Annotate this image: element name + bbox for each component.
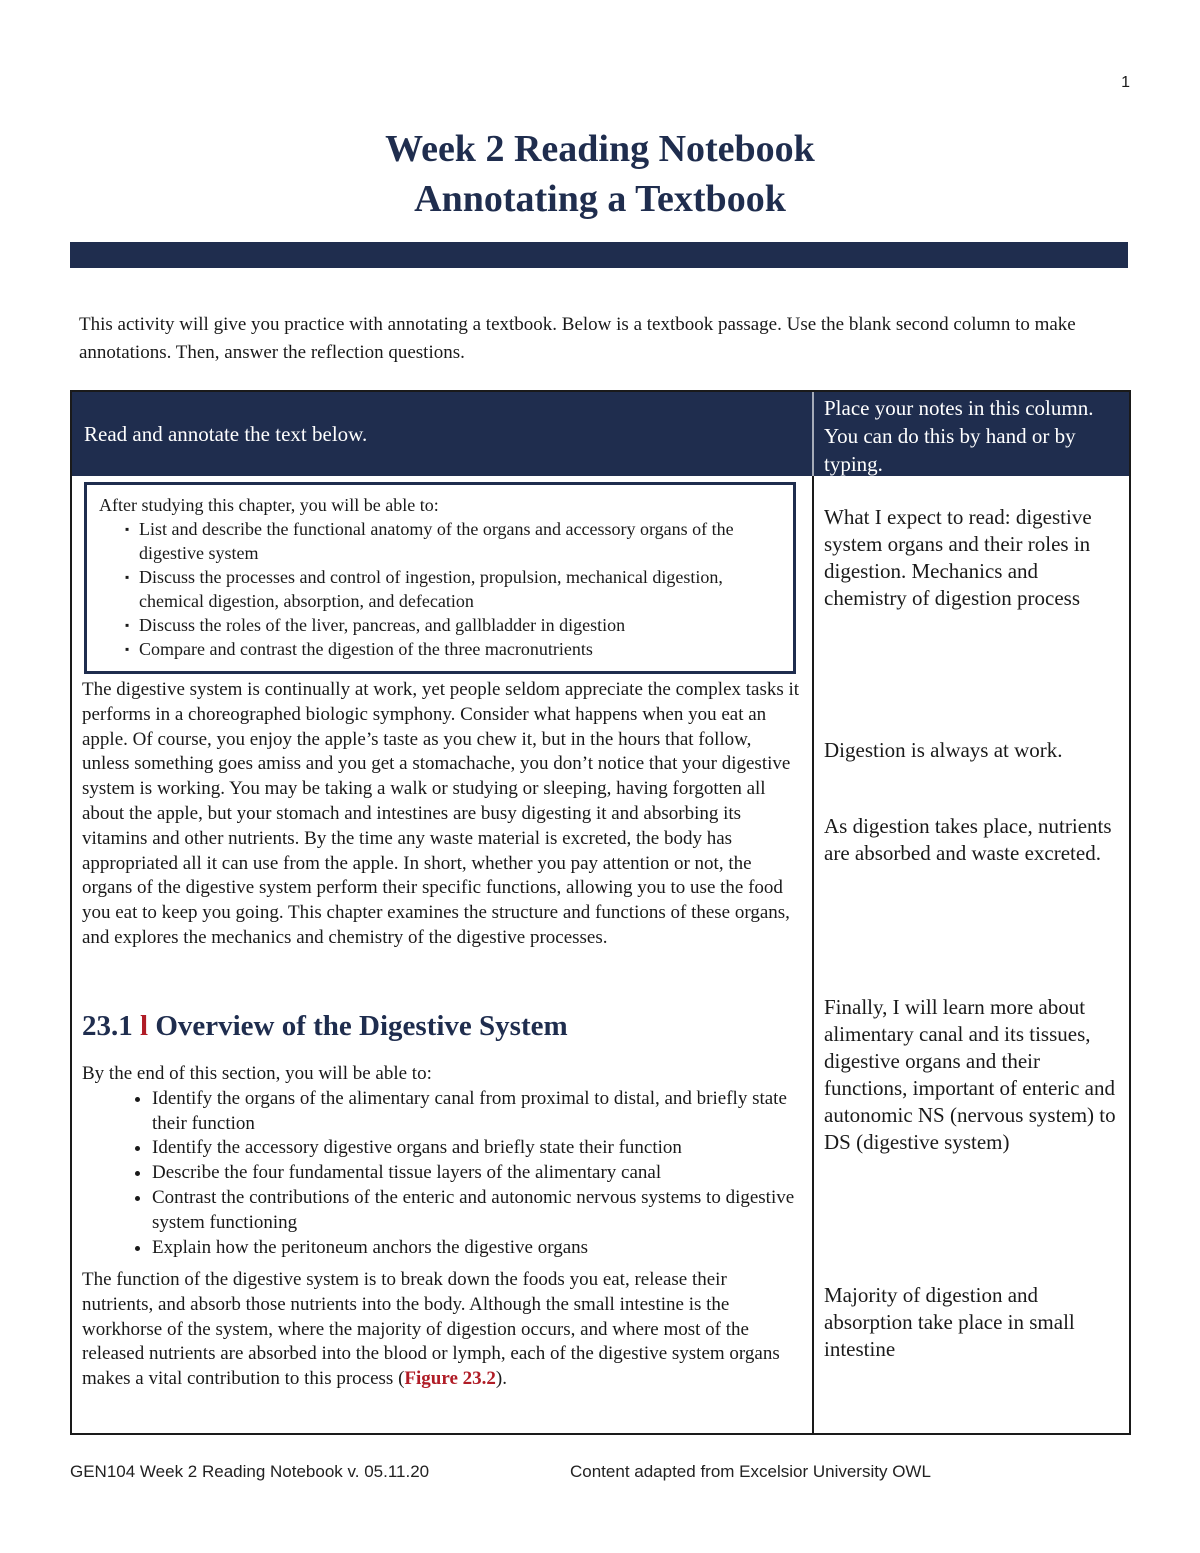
figure-reference-link[interactable]: Figure 23.2 — [404, 1368, 496, 1390]
footer-left: GEN104 Week 2 Reading Notebook v. 05.11.20 — [70, 1462, 430, 1481]
objective-item: ▪ Compare and contrast the digestion of the three macronutrients — [139, 637, 781, 661]
section-number: 23.1 — [82, 1010, 133, 1042]
annotation-note: As digestion takes place, nutrients are absorbed and waste excreted. — [824, 814, 1112, 865]
section-separator: l — [140, 1010, 149, 1042]
title-line-1: Week 2 Reading Notebook — [385, 128, 815, 170]
column-divider — [812, 392, 814, 1433]
annotation-note: What I expect to read: digestive system organs and their roles in digestion. Mechanics and chemistry of digestion process — [824, 505, 1092, 610]
section-objective-item: • Describe the four fundamental tissue layers of the alimentary canal — [152, 1161, 802, 1186]
objective-item: ▪ Discuss the roles of the liver, pancreas, and gallbladder in digestion — [139, 613, 781, 637]
annotation-note: Finally, I will learn more about alimentary canal and its tissues, digestive organs and their functions, important of enteric and autonomic NS (nervous system) to DS (digestive system) — [824, 995, 1116, 1154]
section-objective-item: • Identify the accessory digestive organs and briefly state their function — [152, 1136, 802, 1161]
header-right: Place your notes in this column. You can do this by hand or by typing. — [824, 396, 1094, 476]
notebook-table — [70, 390, 1131, 1435]
section-title: Overview of the Digestive System — [155, 1010, 568, 1042]
header-divider — [812, 392, 814, 476]
intro-paragraph: This activity will give you practice with annotating a textbook. Below is a textbook passage. Use the blank second column to make annotations. Then, answer the reflection questions. — [79, 314, 1076, 363]
annotation-note: Majority of digestion and absorption take place in small intestine — [824, 1283, 1075, 1361]
section-objectives-list — [82, 1087, 802, 1261]
title-line-2: Annotating a Textbook — [414, 178, 786, 220]
header-left: Read and annotate the text below. — [84, 422, 368, 446]
function-passage-end: ). — [495, 1368, 507, 1390]
section-objectives-intro: By the end of this section, you will be able to: — [82, 1063, 432, 1084]
title-rule — [70, 242, 1128, 268]
page-title — [0, 124, 1200, 224]
page-number: 1 — [1121, 74, 1130, 91]
objectives-list — [99, 517, 781, 661]
footer-right: Content adapted from Excelsior University OWL — [570, 1462, 931, 1481]
section-objective-item: • Identify the organs of the alimentary canal from proximal to distal, and briefly state their function — [152, 1087, 802, 1137]
objectives-intro: After studying this chapter, you will be able to: — [99, 495, 439, 515]
annotation-note: Digestion is always at work. — [824, 738, 1063, 762]
section-objective-item: • Contrast the contributions of the enteric and autonomic nervous systems to digestive system functioning — [152, 1186, 802, 1236]
function-passage — [82, 1268, 802, 1392]
objective-item: ▪ List and describe the functional anatomy of the organs and accessory organs of the digestive system — [139, 517, 781, 565]
section-objective-item: • Explain how the peritoneum anchors the digestive organs — [152, 1236, 802, 1261]
chapter-objectives-box — [84, 482, 796, 674]
objective-item: ▪ Discuss the processes and control of ingestion, propulsion, mechanical digestion, chemical digestion, absorption, and defecation — [139, 565, 781, 613]
section-objectives — [82, 1062, 802, 1260]
intro-passage: The digestive system is continually at work, yet people seldom appreciate the complex tasks it performs in a choreographed biologic symphony. Consider what happens when you eat an apple. Of course, you enjoy the apple’s taste as you chew it, but in the hours that follow, unless something goes amiss and you get a stomachache, you don’t notice that your digestive system is working. You may be taking a walk or studying or sleeping, having forgotten all about the apple, but your stomach and intestines are busy digesting it and absorbing its vitamins and other nutrients. By the time any waste material is excreted, the body has appropriated all it can use from the apple. In short, whether you pay attention or not, the organs of the digestive system perform their specific functions, allowing you to use the food you eat to keep you going. This chapter examines the structure and functions of these organs, and explores the mechanics and chemistry of the digestive processes. — [82, 679, 800, 948]
table-header — [72, 392, 1129, 476]
section-heading — [82, 1010, 568, 1043]
function-passage-text: The function of the digestive system is to break down the foods you eat, release their nutrients, and absorb those nutrients into the body. Although the small intestine is the workhorse of the system, where the majority of digestion occurs, and where most of the released nutrients are absorbed into the blood or lymph, each of the digestive system organs makes a vital contribution to this process ( — [82, 1269, 780, 1390]
